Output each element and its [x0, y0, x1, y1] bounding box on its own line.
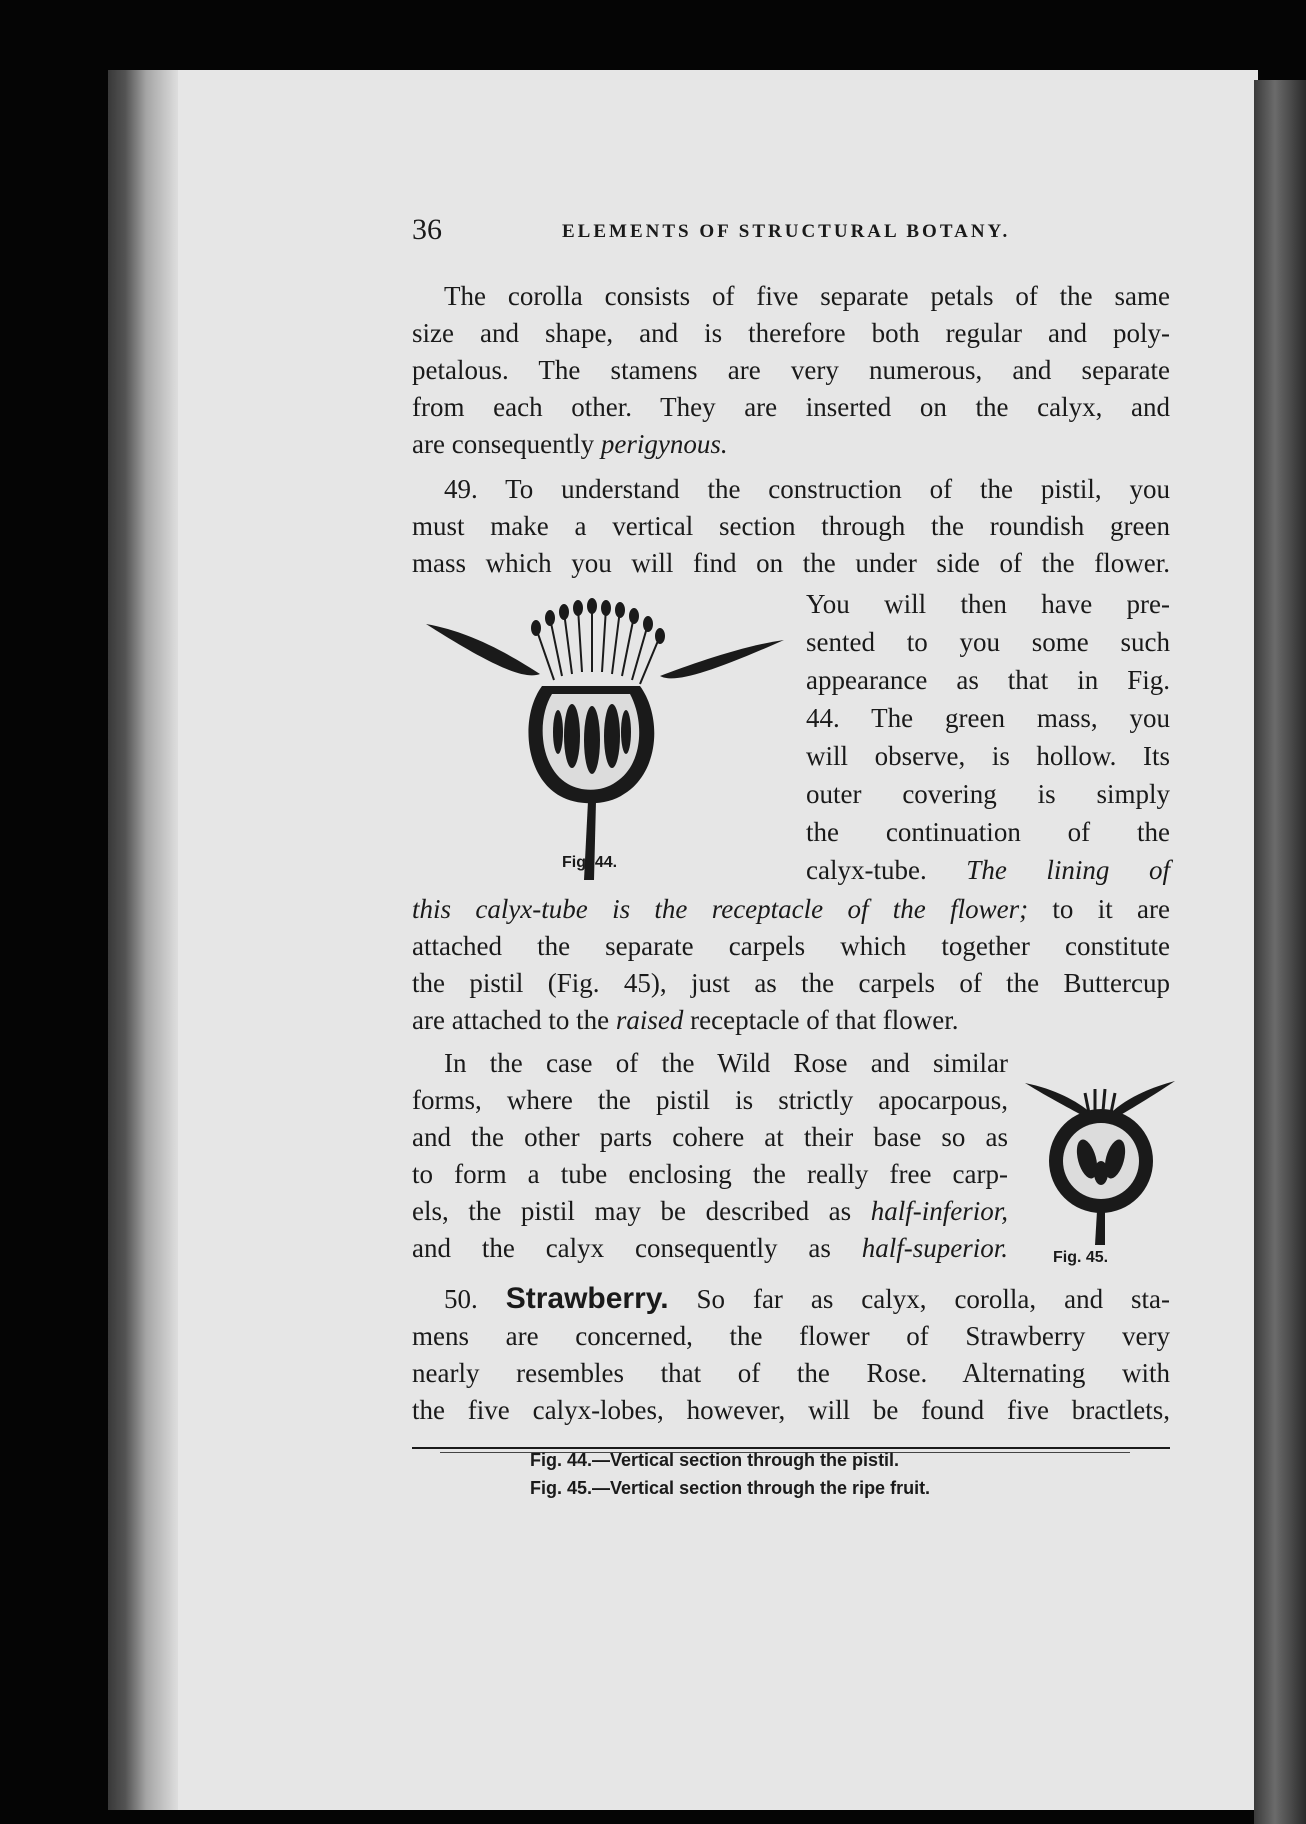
text-line: outer covering is simply: [806, 779, 1170, 809]
caption-fig-45: Fig. 45.—Vertical section through the ripe fruit.: [530, 1478, 931, 1498]
page-gutter-shadow: [108, 70, 178, 1810]
paragraph-pistil: [412, 471, 1170, 582]
paragraph-wild-rose: [412, 1045, 1008, 1267]
paragraph-pistil-column: [806, 585, 1170, 889]
text-line: You will then have pre-: [806, 589, 1170, 619]
text-line: must make a vertical section through the roundish green: [412, 511, 1170, 541]
italic-term: perigynous.: [600, 429, 728, 459]
section-heading: Strawberry.: [505, 1282, 669, 1315]
text-line: In the case of the Wild Rose and similar: [444, 1048, 1008, 1078]
text-line: nearly resembles that of the Rose. Alternating with: [412, 1358, 1170, 1388]
footnote-rule: [412, 1447, 1170, 1449]
text-line: petalous. The stamens are very numerous, and separate: [412, 355, 1170, 385]
text-line: and the other parts cohere at their base so as: [412, 1122, 1008, 1152]
text-line: attached the separate carpels which together constitute: [412, 931, 1170, 961]
text-line: will observe, is hollow. Its: [806, 741, 1170, 771]
text-line: are attached to the raised receptacle of that flower.: [412, 1005, 959, 1035]
text-line: size and shape, and is therefore both regular and poly-: [412, 318, 1170, 348]
text-line: forms, where the pistil is strictly apocarpous,: [412, 1085, 1008, 1115]
text-line: are consequently perigynous.: [412, 429, 728, 459]
text-line: calyx-tube. The lining of: [806, 855, 1170, 885]
running-head: ELEMENTS OF STRUCTURAL BOTANY.: [562, 221, 1011, 242]
text-line: The corolla consists of five separate petals of the same: [444, 281, 1170, 311]
text-line: mass which you will find on the under side of the flower.: [412, 548, 1170, 578]
text-line: mens are concerned, the flower of Strawberry very: [412, 1321, 1170, 1351]
text-line: the five calyx-lobes, however, will be found five bractlets,: [412, 1395, 1170, 1425]
text-line: this calyx-tube is the receptacle of the flower; to it are: [412, 894, 1170, 924]
text-line: sented to you some such: [806, 627, 1170, 657]
text-line: 50. Strawberry. So far as calyx, corolla, and sta-: [444, 1282, 1171, 1315]
text-line: the continuation of the: [806, 817, 1170, 847]
text-line: appearance as that in Fig.: [806, 665, 1170, 695]
text-line: els, the pistil may be described as half-inferior,: [412, 1196, 1008, 1226]
text-line: and the calyx consequently as half-superior.: [412, 1233, 1008, 1263]
text-line: 44. The green mass, you: [806, 703, 1170, 733]
paragraph-corolla: [412, 278, 1170, 463]
text-line: from each other. They are inserted on the calyx, and: [412, 392, 1170, 422]
paragraph-strawberry: [412, 1280, 1170, 1429]
figure-45: [1015, 1075, 1190, 1275]
caption-fig-44: Fig. 44.—Vertical section through the pistil.: [530, 1450, 900, 1470]
figure-45-label: Fig. 45.: [1053, 1249, 1109, 1266]
text-line: to form a tube enclosing the really free carp-: [412, 1159, 1008, 1189]
ripe-fruit-section-illustration: [1015, 1075, 1190, 1245]
page-edge: [1254, 80, 1306, 1824]
figure-44-label: Fig. 44.: [562, 854, 618, 871]
page-header: [412, 213, 1170, 253]
text-line: 49. To understand the construction of the pistil, you: [444, 474, 1170, 504]
text-line: the pistil (Fig. 45), just as the carpels of the Buttercup: [412, 968, 1170, 998]
figure-44: [412, 596, 792, 886]
pistil-section-illustration: [412, 596, 792, 886]
page-number: 36: [412, 213, 442, 246]
paragraph-pistil-continued: [412, 891, 1170, 1039]
